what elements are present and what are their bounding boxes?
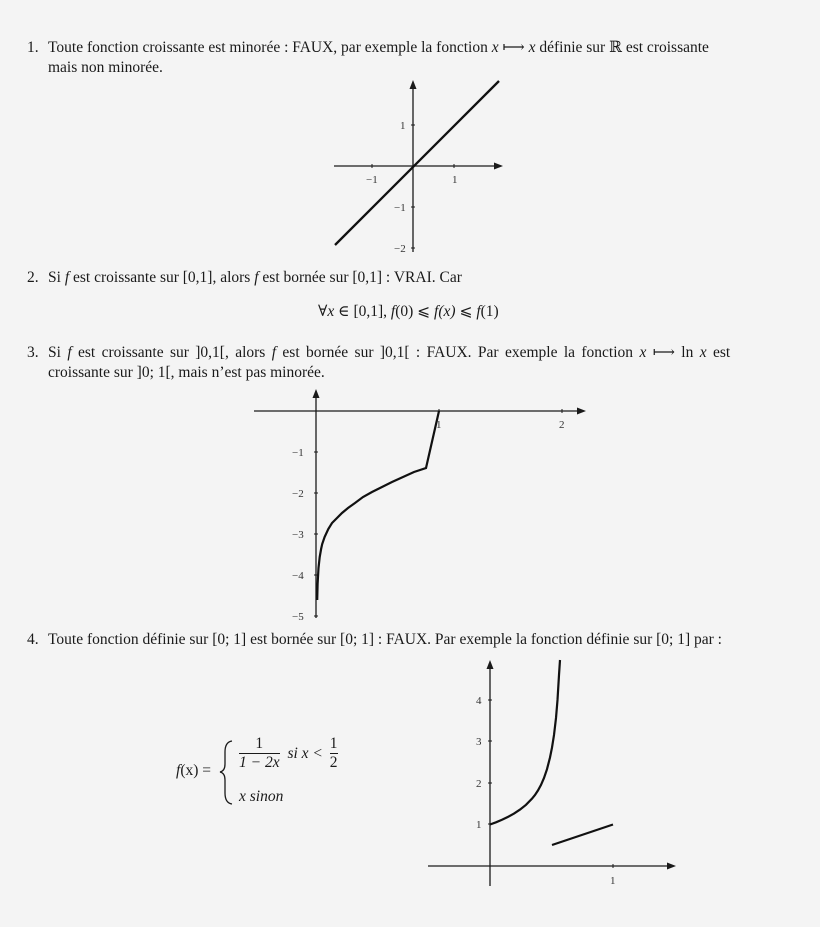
y-tick-label: 3: [476, 736, 482, 748]
text: est bornée sur ]0,1[ : FAUX. Par exemple la fonction: [276, 344, 640, 361]
numerator: 1: [255, 735, 264, 752]
text: (0) ⩽: [395, 303, 435, 320]
maps-to-symbol: ⟼: [498, 39, 529, 56]
text: ∈ [0,1],: [334, 303, 391, 320]
math-var: f: [476, 303, 481, 320]
maps-to-symbol: ⟼ ln: [646, 344, 700, 361]
item-text-line1: Toute fonction définie sur [0; 1] est bornée sur [0; 1] : FAUX. Par exemple la fonction définie sur [0; 1] par :: [48, 631, 722, 648]
text: ⩽: [455, 303, 477, 320]
text: est: [706, 344, 731, 361]
y-tick-label: 1: [400, 120, 406, 132]
y-tick-label: −4: [292, 570, 304, 582]
denominator: 1 − 2x: [239, 754, 280, 771]
y-tick-label: −1: [394, 202, 406, 214]
y-tick-label: −5: [292, 611, 304, 623]
math-var: (x): [438, 303, 456, 320]
item-text-line2: mais non minorée.: [48, 59, 163, 76]
y-tick-label: 4: [476, 695, 482, 707]
y-tick-label: 1: [476, 819, 482, 831]
x-tick-label: 1: [452, 174, 458, 186]
y-tick-label: 2: [476, 778, 482, 790]
numerator: 1: [329, 735, 338, 752]
denominator: 2: [329, 754, 338, 771]
curve-1-over-1-minus-2x: [490, 660, 560, 825]
condition: si x <: [287, 744, 323, 762]
math-var: f: [271, 344, 277, 361]
item-number: 2.: [27, 269, 39, 286]
text: est croissante sur ]0,1[, alors: [71, 344, 272, 361]
x-tick-label: −1: [366, 174, 378, 186]
math-var: f: [64, 269, 70, 286]
x-tick-label: 1: [610, 875, 616, 887]
y-tick-label: −1: [292, 447, 304, 459]
math-var: x: [491, 39, 499, 56]
item-number: 4.: [27, 631, 39, 648]
item-text-line2: croissante sur ]0; 1[, mais n’est pas minorée.: [48, 364, 325, 381]
y-tick-label: −2: [292, 488, 304, 500]
math-var: x: [639, 344, 647, 361]
item-number: 3.: [27, 344, 39, 361]
y-tick-label: −3: [292, 529, 304, 541]
case-2: x sinon: [239, 788, 284, 805]
math-var: f: [434, 303, 439, 320]
text: (1): [480, 303, 499, 320]
math-var: f: [67, 344, 72, 361]
math-var: f: [176, 762, 181, 779]
math-var: f: [254, 269, 259, 286]
y-tick-label: −2: [394, 243, 406, 255]
math-var: x: [528, 39, 536, 56]
math-var: x: [699, 344, 707, 361]
x-tick-label: 2: [559, 419, 565, 431]
text: est croissante sur [0,1], alors: [69, 269, 255, 286]
forall-symbol: ∀: [318, 303, 328, 320]
text: Toute fonction croissante est minorée : FAUX, par exemple la fonction: [48, 39, 492, 56]
x-tick-label: 1: [436, 419, 442, 431]
item-number: 1.: [27, 39, 39, 56]
reals-symbol: ℝ: [609, 39, 622, 56]
text: définie sur: [535, 39, 610, 56]
math-var: f: [390, 303, 396, 320]
text: (x) =: [180, 762, 212, 779]
text: Si: [48, 269, 65, 286]
segment-y-equals-x: [552, 825, 613, 846]
math-var: x: [327, 303, 335, 320]
text: Si: [48, 344, 68, 361]
text: est bornée sur [0,1] : VRAI. Car: [258, 269, 462, 286]
text: est croissante: [621, 39, 709, 56]
